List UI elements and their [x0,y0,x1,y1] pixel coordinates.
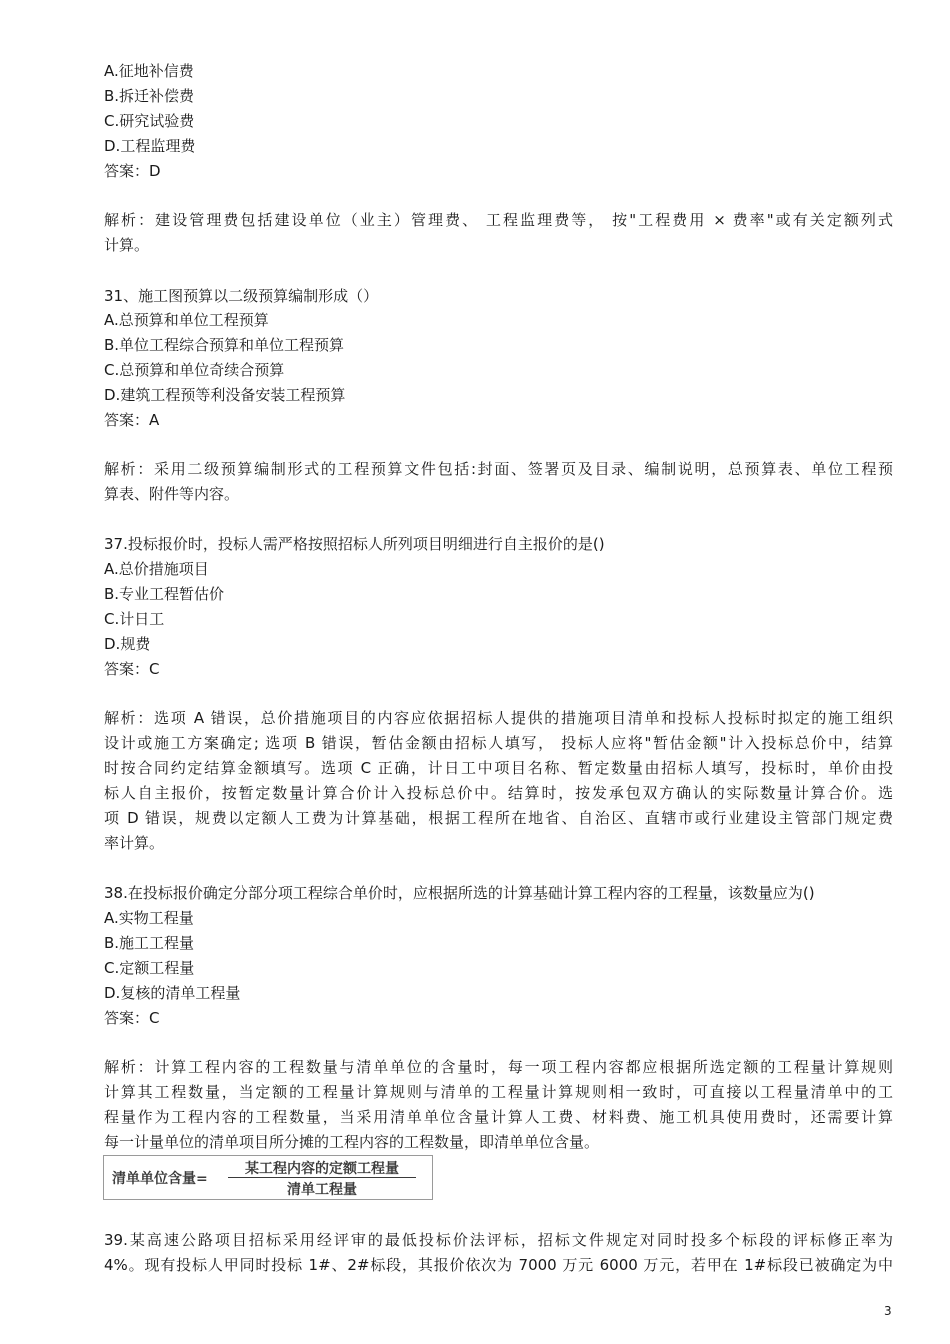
q39-question-line: 39.某高速公路项目招标采用经评审的最低投标价法评标，招标文件规定对同时投多个标段的评标修正率为 [104,1231,893,1249]
q38-analysis [104,1055,893,1155]
q38-analysis-line: 每一计量单位的清单项目所分摊的工程内容的工程数量，即清单单位含量。 [104,1133,600,1151]
q30-option-c: C.研究试验费 [104,112,195,130]
q37-analysis-line: 时按合同约定结算金额填写。选项 C 正确，计日工中项目名称、暂定数量由招标人填写，投标时，单价由投 [104,759,893,777]
q31-analysis [104,457,893,507]
page-number: 3 [884,1304,892,1318]
q37-question: 37.投标报价时，投标人需严格按照招标人所列项目明细进行自主报价的是() [104,535,605,553]
q37-option-c: C.计日工 [104,610,165,628]
q37-analysis-line: 项 D 错误，规费以定额人工费为计算基础，根据工程所在地省、自治区、直辖市或行业建设主管部门规定费 [104,809,893,827]
formula-numerator: 某工程内容的定额工程量 [245,1161,399,1177]
q31-option-b: B.单位工程综合预算和单位工程预算 [104,336,345,354]
q37-option-b: B.专业工程暂估价 [104,585,225,603]
q37-analysis [104,706,893,856]
q31-analysis-line: 算表、附件等内容。 [104,485,240,503]
q37-analysis-line: 率计算。 [104,834,165,852]
q39-question [104,1228,893,1278]
formula-denominator: 清单工程量 [287,1182,357,1198]
q30-option-b: B.拆迁补偿费 [104,87,195,105]
q38-analysis-line: 计算其工程数量，当定额的工程量计算规则与清单的工程量计算规则相一致时，可直接以工程量清单中的工 [104,1083,893,1101]
q38-question: 38.在投标报价确定分部分项工程综合单价时，应根据所选的计算基础计算工程内容的工程量，该数量应为() [104,884,815,902]
q38-option-a: A.实物工程量 [104,909,194,927]
q37-analysis-line: 标人自主报价，按暂定数量计算合价计入投标总价中。结算时，按发承包双方确认的实际数量计算合价。选 [104,784,893,802]
fraction-bar [228,1177,416,1178]
q38-answer: 答案：C [104,1009,160,1027]
formula-image [103,1155,433,1200]
q37-option-d: D.规费 [104,635,151,653]
q38-option-b: B.施工工程量 [104,934,195,952]
q31-answer: 答案：A [104,411,160,429]
q38-analysis-line: 解析：计算工程内容的工程数量与清单单位的含量时，每一项工程内容都应根据所选定额的工程量计算规则 [104,1058,893,1076]
q30-option-d: D.工程监理费 [104,137,196,155]
q30-analysis [104,208,893,258]
q37-analysis-line: 解析：选项 A 错误，总价措施项目的内容应依据招标人提供的措施项目清单和投标人投标时拟定的施工组织 [104,709,893,727]
q39-question-line: 4%。现有投标人甲同时投标 1#、2#标段，其报价依次为 7000 万元 6000 万元，若甲在 1#标段已被确定为中 [104,1256,893,1274]
q31-option-c: C.总预算和单位奇续合预算 [104,361,285,379]
q30-analysis-line: 计算。 [104,236,150,254]
q37-option-a: A.总价措施项目 [104,560,209,578]
q31-question: 31、施工图预算以二级预算编制形成（） [104,287,379,305]
q31-option-d: D.建筑工程预等利没备安装工程预算 [104,386,346,404]
q30-answer: 答案：D [104,162,161,180]
q30-analysis-line: 解析：建设管理费包括建设单位（业主）管理费、 工程监理费等， 按"工程费用 × 费率"或有关定额列式 [104,211,893,229]
q31-option-a: A.总预算和单位工程预算 [104,311,269,329]
q37-answer: 答案：C [104,660,160,678]
q31-analysis-line: 解析：采用二级预算编制形式的工程预算文件包括:封面、签署页及目录、编制说明，总预算表、单位工程预 [104,460,893,478]
q38-analysis-line: 程量作为工程内容的工程数量，当采用清单单位含量计算人工费、材料费、施工机具使用费时，还需要计算 [104,1108,893,1126]
q37-analysis-line: 设计或施工方案确定; 选项 B 错误，暂估金额由招标人填写， 投标人应将"暂估金额"计入投标总价中，结算 [104,734,893,752]
formula-lhs: 清单单位含量= [112,1171,208,1187]
q38-option-d: D.复核的清单工程量 [104,984,241,1002]
q30-option-a: A.征地补信费 [104,62,194,80]
q38-option-c: C.定额工程量 [104,959,195,977]
